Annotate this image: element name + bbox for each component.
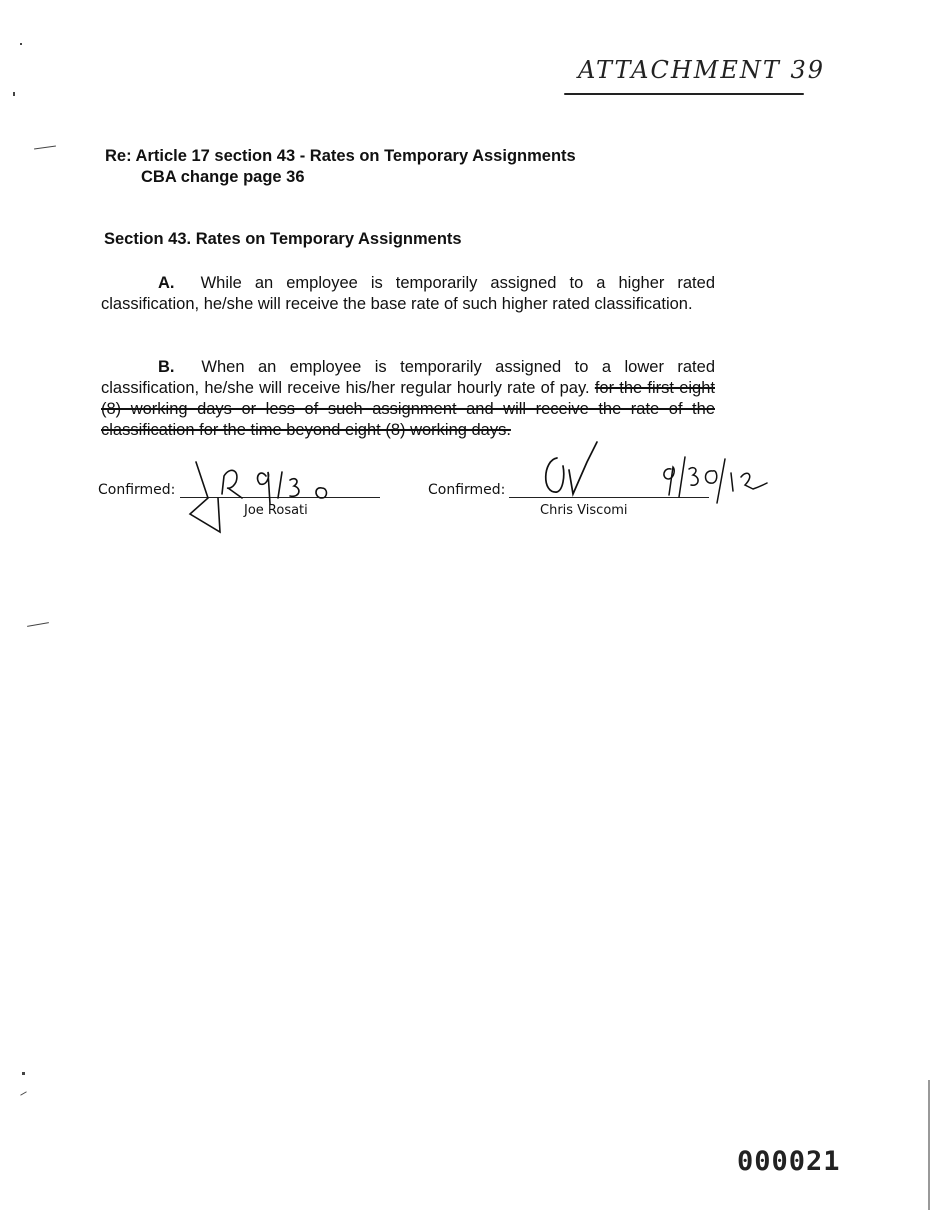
section-heading: Section 43. Rates on Temporary Assignments [104,230,462,248]
attachment-label: ATTACHMENT 39 [578,56,826,84]
subject-block [105,146,576,188]
scan-speck [20,1091,27,1095]
right-signer-name: Chris Viscomi [540,503,628,518]
scan-speck [27,622,49,627]
subject-line: Re: Article 17 section 43 - Rates on Temporary Assignments [105,147,576,165]
scan-speck [13,92,15,96]
scan-speck [22,1072,25,1075]
right-confirmed-label: Confirmed: [428,482,506,498]
paragraph-a [101,273,715,315]
paragraph-b-struck-text: for the first eight (8) working days or less of such assignment and will receive the rate of the classification for the time beyond eight (8) working days. [101,379,715,439]
paragraph-b-text: When an employee is temporarily assigned to a lower rated classification, he/she will receive his/her regular hourly rate of pay. [101,358,715,397]
scan-speck [20,43,22,45]
paragraph-b [101,357,715,441]
scan-speck [34,145,56,149]
paragraph-b-letter: B. [158,358,175,376]
paragraph-a-text: While an employee is temporarily assigned to a higher rated classification, he/she will receive the base rate of such higher rated classification. [101,274,715,313]
bates-number: 000021 [737,1146,841,1177]
attachment-underline [564,93,804,95]
scan-edge [928,1080,930,1210]
right-signature-scribble [535,440,635,500]
subject-subline: CBA change page 36 [141,168,305,186]
left-signature-scribble [182,458,352,538]
left-confirmed-label: Confirmed: [98,482,176,498]
paragraph-a-letter: A. [158,274,175,292]
right-handwritten-date [655,455,775,515]
left-signer-name: Joe Rosati [244,503,308,518]
